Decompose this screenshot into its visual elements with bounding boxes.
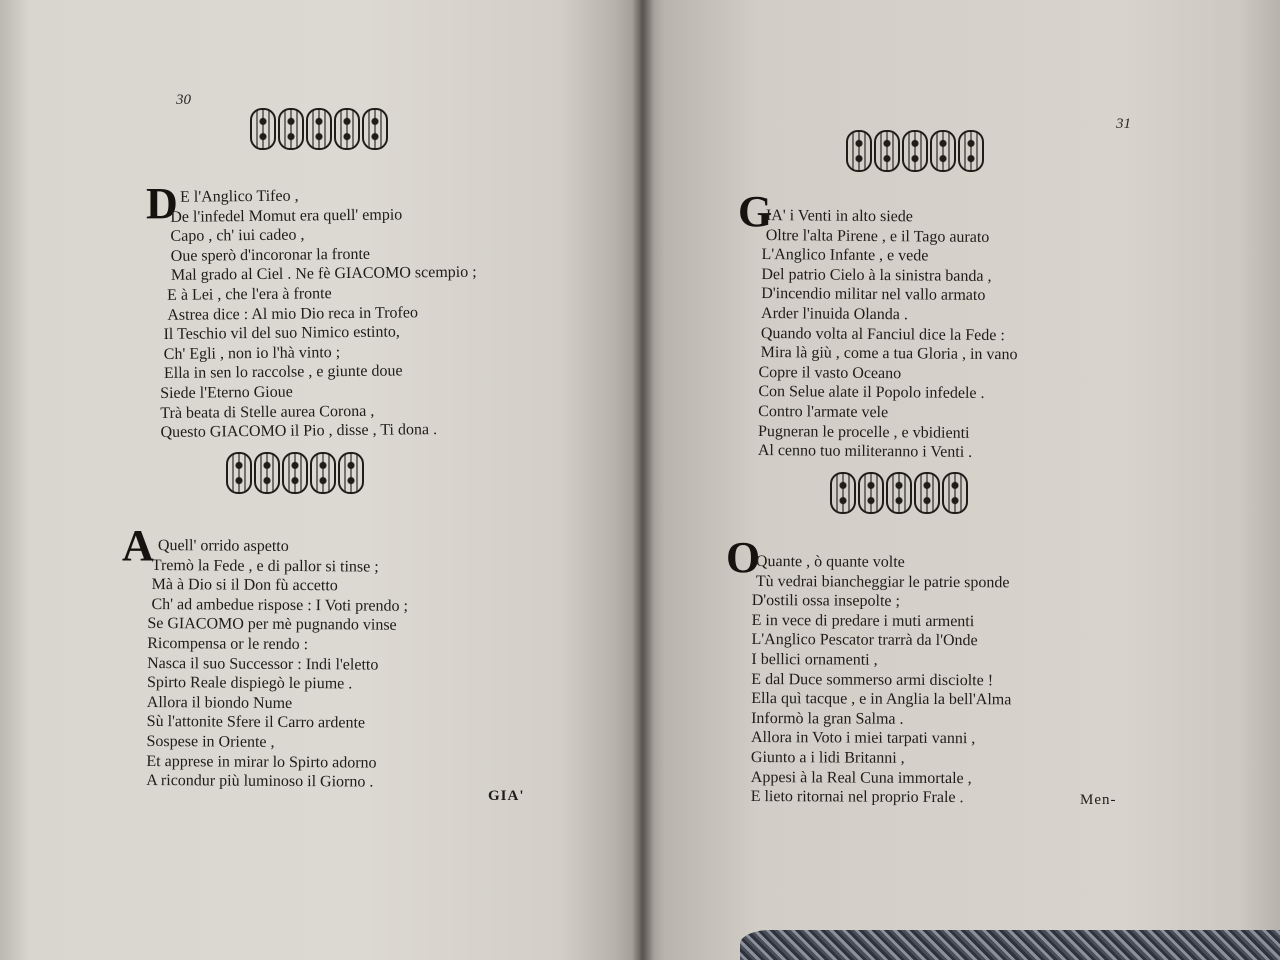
verse-line: Allora in Voto i miei tarpati vanni ,: [750, 729, 976, 748]
verse-line: Capo , ch' iui cadeo ,: [170, 226, 305, 246]
verse-line: Contro l'armate vele: [758, 402, 889, 422]
left-catchword: GIA': [488, 788, 525, 804]
verse-line: D'ostili ossa insepolte ;: [751, 592, 901, 610]
ornament-left-middle: [226, 450, 364, 496]
verse-line: Mal grado al Ciel . Ne fè GIACOMO scempio ;: [170, 264, 477, 285]
verse-line: A ricondur più luminoso il Giorno .: [146, 772, 374, 791]
verse-line: Oltre l'alta Pirene , e il Tago aurato: [765, 226, 990, 246]
verse-line: Mà à Dio si il Don fù accetto: [151, 576, 338, 595]
ornament-cell: [874, 130, 900, 172]
verse-line: E à Lei , che l'era à fronte: [167, 285, 332, 304]
verse-line: Il Teschio vil del suo Nimico estinto,: [163, 323, 400, 344]
ornament-cell: [282, 452, 308, 494]
verse-line: Trà beata di Stelle aurea Corona ,: [160, 402, 375, 422]
verse-line: Arder l'inuida Olanda .: [760, 304, 908, 324]
ornament-cell: [362, 108, 388, 150]
ornament-cell: [310, 452, 336, 494]
book-gutter: [632, 0, 654, 960]
left-stanza-2: [146, 536, 408, 793]
ornament-cell: [250, 108, 276, 150]
right-page-number: 31: [1116, 116, 1131, 132]
ornament-cell: [278, 108, 304, 150]
verse-line: Oue sperò d'incoronar la fronte: [170, 245, 371, 265]
dropcap: G: [738, 187, 773, 236]
left-page-number: 30: [176, 92, 191, 108]
fabric-edge: [740, 930, 1280, 960]
ornament-cell: [930, 130, 956, 172]
ornament-left-top: [250, 106, 388, 152]
verse-line: I bellici ornamenti ,: [751, 650, 878, 669]
verse-line: De l'infedel Momut era quell' empio: [170, 206, 403, 226]
dropcap: O: [726, 533, 761, 582]
verse-line: Pugneran le procelle , e vbidienti: [757, 422, 970, 442]
ornament-cell: [914, 472, 940, 514]
right-catchword: Men-: [1080, 792, 1117, 808]
ornament-cell: [858, 472, 884, 514]
left-stanza-1: [158, 185, 478, 443]
ornament-cell: [886, 472, 912, 514]
right-page: [640, 0, 1280, 960]
verse-line: Ella quì tacque , e in Anglia la bell'Alma: [751, 690, 1012, 709]
verse-line: Del patrio Cielo à la sinistra banda ,: [761, 265, 992, 285]
ornament-cell: [902, 130, 928, 172]
ornament-right-top: [846, 128, 984, 174]
verse-line: Astrea dice : Al mio Dio reca in Trofeo: [167, 303, 419, 324]
ornament-cell: [226, 452, 252, 494]
verse-line: L'Anglico Pescator trarrà da l'Onde: [751, 631, 978, 650]
verse-line: Mira là giù , come a tua Gloria , in vano: [760, 344, 1018, 364]
verse-line: Spirto Reale dispiegò le piume .: [146, 674, 353, 693]
verse-line: Appesi à la Real Cuna immortale ,: [750, 768, 972, 787]
verse-line: E lieto ritornai nel proprio Frale .: [750, 788, 964, 807]
verse-line: Sospese in Oriente ,: [146, 732, 275, 751]
verse-line: Informò la gran Salma .: [751, 709, 904, 728]
right-stanza-1: [758, 206, 1019, 463]
verse-line: Tù vedrai biancheggiar le patrie sponde: [755, 572, 1010, 591]
verse-line: Ricompensa or le rendo :: [147, 634, 309, 654]
ornament-cell: [846, 130, 872, 172]
ornament-right-middle: [830, 470, 968, 516]
ornament-cell: [942, 472, 968, 514]
verse-line: Allora il biondo Nume: [146, 693, 293, 712]
verse-line: E l'Anglico Tifeo ,: [180, 187, 299, 206]
verse-line: Ch' Egli , non io l'hà vinto ;: [163, 343, 341, 363]
verse-line: Quante , ò quante volte: [755, 553, 905, 571]
verse-line: Ella in sen lo raccolse , e giunte doue: [163, 362, 403, 383]
verse-line: Tremò la Fede , e di pallor si tinse ;: [151, 556, 379, 576]
verse-line: Al cenno tuo militeranno i Venti .: [757, 442, 973, 461]
verse-line: IA' i Venti in alto siede: [765, 207, 914, 226]
verse-line: Giunto a i lidi Britanni ,: [750, 748, 905, 767]
verse-line: Sù l'attonite Sfere il Carro ardente: [146, 713, 366, 732]
verse-line: Con Selue alate il Popolo infedele .: [758, 383, 985, 403]
ornament-cell: [338, 452, 364, 494]
verse-line: Siede l'Eterno Gioue: [160, 383, 293, 402]
verse-line: Quando volta al Fanciul dice la Fede :: [760, 324, 1005, 344]
verse-line: Questo GIACOMO il Pio , disse , Ti dona .: [160, 421, 438, 442]
ornament-cell: [958, 130, 984, 172]
verse-line: D'incendio militar nel vallo armato: [761, 285, 986, 305]
dropcap: A: [122, 521, 154, 570]
right-stanza-2: [751, 552, 1012, 808]
verse-line: E in vece di predare i muti armenti: [751, 611, 975, 630]
ornament-cell: [254, 452, 280, 494]
verse-line: E dal Duce sommerso armi disciolte !: [751, 670, 994, 689]
ornament-cell: [306, 108, 332, 150]
ornament-cell: [334, 108, 360, 150]
dropcap: D: [146, 179, 178, 228]
verse-line: L'Anglico Infante , e vede: [761, 246, 929, 265]
verse-line: Ch' ad ambedue rispose : I Voti prendo ;: [151, 595, 409, 615]
verse-line: Et apprese in mirar lo Spirto adorno: [146, 752, 377, 772]
verse-line: Se GIACOMO per mè pugnando vinse: [147, 615, 397, 635]
verse-line: Nasca il suo Successor : Indi l'eletto: [147, 654, 379, 674]
ornament-cell: [830, 472, 856, 514]
verse-line: Copre il vasto Oceano: [758, 363, 902, 382]
verse-line: Quell' orrido aspetto: [157, 537, 289, 555]
